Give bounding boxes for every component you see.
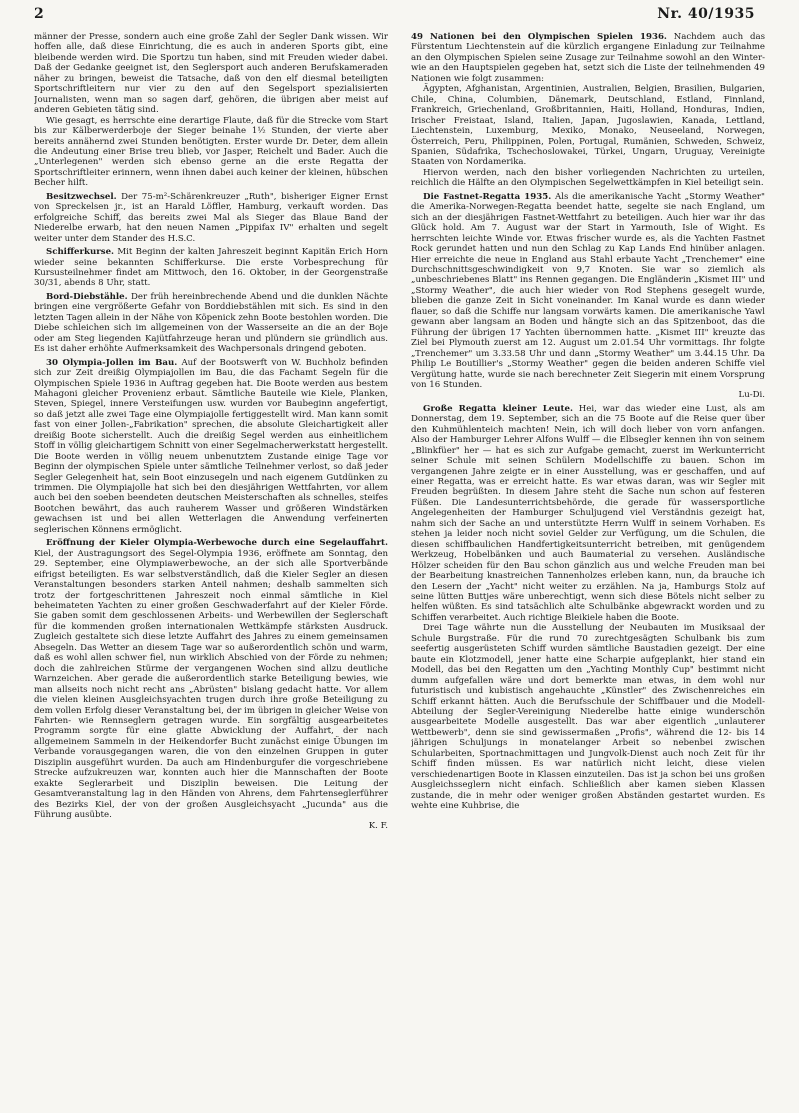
- section-heading: 49 Nationen bei den Olympischen Spielen 1936.: [411, 32, 667, 42]
- paragraph-text: Auf der Bootswerft von W. Buchholz befinden sich zur Zeit dreißig Olympiajollen im Bau, die das Fachamt Segeln für die Olympischen Spiele 1936 in Auftrag gegeben hat. Die Boote werden aus bestem Mahagoni gleicher Provenienz erbaut. Sämtliche Bauteile wie Kiele, Planken, Steven, Spiegel, innere Versteifungen usw. wurden vor Baubeginn angefertigt, so daß jetzt alle zwei Tage eine Olympiajolle fertiggestellt wird. Man kann somit fast von einer Jollen-„Fabrikation" sprechen, die absolute Gleichartigkeit aller dreißig Boote sicherstellt. Auch die dreißig Segel werden aus einheitlichem Stoff in völlig gleichartigem Schnitt von einer Segelmacherwerkstatt hergestellt. Die Boote werden in völlig neuem unbenutztem Zustande einige Tage vor Beginn der olympischen Spiele unter sämtliche Teilnehmer verlost, so daß jeder Segler Gelegenheit hat, sein Boot einzusegeln und nach eigenem Gutdünken zu trimmen. Die Olympiajolle hat sich bei den diesjährigen Wettfahrten, vor allem auch bei den soeben beendeten deutschen Meisterschaften als schnelles, steifes Bootchen bewährt, das auch rauherem Wasser und größeren Windstärken gewachsen ist und bei allen Wetterlagen die Anwendung verfeinerten seglerischen Könnens ermöglicht.: [34, 357, 388, 535]
- left-column: [34, 32, 388, 1100]
- section-heading: Besitzwechsel.: [46, 191, 117, 202]
- section-heading: Bord-Diebstähle.: [46, 291, 128, 302]
- paragraph: [34, 116, 388, 189]
- right-column: [411, 32, 765, 1100]
- section-heading: Schifferkurse.: [46, 247, 115, 258]
- paragraph-text: Kiel, der Austragungsort des Segel-Olympia 1936, eröffnete am Sonntag, den 29. September, eine Olympiawerbewoche, an der sich alle Sportverbände eifrigst beteiligten. Es war selbstverständlich, daß die Kieler Segler an diesen Veranstaltungen besonders starken Anteil nahmen; deshalb sammelten sich trotz der fortgeschrittenen Jahreszeit noch einmal sämtliche in Kiel beheimateten Yachten zu einer großen Geschwaderfahrt auf der Kieler Förde. Sie gaben somit dem geschlossenen Arbeits- und Werbewillen der Seglerschaft für die kommenden großen internationalen Wettkämpfe stärksten Ausdruck. Zugleich gestaltete sich diese letzte Auffahrt des Jahres zu einem gemeinsamen Absegeln. Das Wetter an diesem Tage war so außerordentlich schön und warm, daß es wohl allen schwer fiel, nun wirklich Abschied von der Förde zu nehmen; doch die zahlreichen Stürme der vergangenen Wochen sind allzu deutliche Warnzeichen. Aber gerade die außerordentlich starke Beteiligung bewies, wie man allseits noch nicht recht ans „Abrüsten" bislang gedacht hatte. Vor allem die vielen kleinen Ausgleichsyachten trugen durch ihre große Beteiligung zu dem vollen Erfolg dieser Veranstaltung bei, der im übrigen in gleicher Weise von Fahrten- wie Rennseglern getragen wurde. Ein sorgfältig ausgearbeitetes Programm sorgte für eine glatte Abwicklung der Auffahrt, der nach allgemeinem Sammeln in der Heikendorfer Bucht zunächst einige Übungen im Verbande vorausgegangen waren, die von den einzelnen Gruppen in guter Disziplin ausgeführt wurden. Da auch am Hindenburgufer die vorgeschriebene Strecke aufzukreuzen war, konnten auch hier die Mannschaften der Boote exakte Seglerarbeit und Disziplin beweisen. Die Leitung der Gesamtveranstaltung lag in den Händen von Ahrens, dem Fahrtenseglerführer des Bezirks Kiel, der von der großen Ausgleichsyacht „Jucunda" aus die Führung ausübte.: [34, 548, 388, 821]
- paragraph-text: Als die amerikanische Yacht „Stormy Weather" die Amerika-Norwegen-Regatta beendet hatte, segelte sie nach England, um sich an der diesjährigen Fastnet-Wettfahrt zu beteiligen. Auch hier war ihr das Glück hold. Am 7. August war der Start in Yarmouth, Isle of Wight. Es herrschten leichte Winde vor. Etwas frischer wurde es, als die Yachten Fastnet Rock gerundet hatten und nun den Schlag zu Kap Lands End hinüber anlagen. Hier erreichte die neue in England aus Stahl erbaute Yacht „Trenchemer" eine Durchschnittsgeschwindigkeit von 9,7 Knoten. Sie war so ziemlich als „unbeschriebenes Blatt" ins Rennen gegangen. Die Engländerin „Kismet III" und „Stormy Weather", die auch hier wieder von Rod Stephens gesegelt wurde, blieben die ganze Zeit in Sicht voneinander. Im Kanal wurde es dann wieder flauer, so daß die Schiffe nur langsam vorwärts kamen. Die amerikanische Yawl gewann aber langsam an Boden und hängte sich an das Spitzenboot, das die Führung der übrigen 17 Yachten übernommen hatte. „Kismet III" kreuzte das Ziel bei Plymouth zuerst am 12. August um 2.01.54 Uhr vormittags. Ihr folgte „Trenchemer" um 3.33.58 Uhr und dann „Stormy Weather" um 3.44.15 Uhr. Da Philip Le Boutillier's „Stormy Weather" gegen die beiden anderen Schiffe viel Vergütung hatte, wurde sie nach berechneter Zeit Siegerin mit einem Vorsprung von 16 Stunden.: [411, 191, 765, 390]
- paragraph-text: Ägypten, Afghanistan, Argentinien, Australien, Belgien, Brasilien, Bulgarien, Chile, China, Columbien, Dänemark, Deutschland, Estland, Finnland, Frankreich, Griechenland, Großbritannien, Haiti, Holland, Honduras, Indien, Irischer Freistaat, Island, Italien, Japan, Jugoslawien, Kanada, Lettland, Liechtenstein, Luxemburg, Mexiko, Monako, Neuseeland, Norwegen, Österreich, Peru, Philippinen, Polen, Portugal, Rumänien, Schweden, Schweiz, Spanien, Südafrika, Tschechoslowakei, Türkei, Ungarn, Uruguay, Vereinigte Staaten von Nordamerika.: [411, 84, 765, 168]
- issue-number: Nr. 40/1935: [657, 6, 755, 22]
- paragraph: [411, 192, 765, 401]
- paragraph: [34, 292, 388, 355]
- paragraph: [34, 538, 388, 831]
- author-initials: K. F.: [368, 820, 388, 831]
- paragraph-text: Hei, war das wieder eine Lust, als am Donnerstag, dem 19. September, sich an die 75 Boote auf die Reise quer über den Kuhmühlenteich machten! Nein, ich will doch lieber von vorn anfangen. Also der Hamburger Lehrer Alfons Wulff — die Elbsegler kennen ihn von seinem „Blinkfüer" her — hat es sich zur Aufgabe gemacht, zuerst im Werkunterricht seiner Schule mit seinen Schülern Modellschiffe zu bauen. Schon im vergangenen Jahre zeigte er in einer Ausstellung, was er geschaffen, und auf einer Regatta, was er erreicht hatte. Es war etwas daran, was wir Segler mit Freuden begrüßten. In diesem Jahre steht die Sache nun schon auf festeren Füßen. Die Landesunterrichtsbehörde, die gerade für wassersportliche Angelegenheiten der Hamburger Schuljugend viel Verständnis gezeigt hat, nahm sich der Sache an und unterstützte Herrn Wulff in seinem Vorhaben. Es stehen ja leider noch nicht soviel Gelder zur Verfügung, um die Schulen, die diesen schiffbaulichen Handfertigkeitsunterricht betreiben, mit genügendem Werkzeug, Hobelbänken und auch Baumaterial zu versehen. Ausländische Hölzer scheiden für den Bau schon gänzlich aus und welche Freuden man bei der Bearbeitung knastreichen Tannenholzes erleben kann, nun, da brauche ich den Lesern der „Yacht" nicht weiter zu erzählen. Na ja, Hamburgs Stolz auf seine lütten Buttjes wäre unberechtigt, wenn sich diese Bötels nicht selber zu helfen wüßten. Es sind tatsächlich alte Schulbänke abgewrackt worden und zu Schiffen verarbeitet. Auch richtige Bleikiele haben die Boote.: [411, 403, 765, 623]
- paragraph: [34, 192, 388, 244]
- author-initials: Lu-Di.: [738, 390, 765, 401]
- paragraph-text: Drei Tage währte nun die Ausstellung der Neubauten im Musiksaal der Schule Burgstraße. Für die rund 70 zurechtgesägten Schulbank bis zum seefertig ausgerüsteten Schiff wurden sämtliche Baustadien gezeigt. Der eine baute ein Klotzmodell, jener hatte eine Scharpie aufgeplankt, hier stand ein Modell, das bei den Regatten um den „Yachting Monthly Cup" bestimmt nicht dumm aufgefallen wäre und dort bemerkte man etwas, in dem wohl nur futuristisch und kubistisch angehauchte „Künstler" des Zwischenreiches ein Schiff erkannt hätten. Auch die Berufsschule der Schiffbauer und die Modell-Abteilung der Segler-Vereinigung Niederelbe hatte einige wunderschön ausgearbeitete Modelle ausgestellt. Das war aber eigentlich „unlauterer Wettbewerb", denn sie sind gewissermaßen „Profis", während die 12- bis 14 jährigen Schuljungs in monatelanger Arbeit so nebenbei zwischen Schularbeiten, Sportnachmittagen und Jungvolk-Dienst auch noch Zeit für ihr Schiff finden müssen. Es war natürlich nicht leicht, diese vielen verschiedenartigen Boote in Klassen einzuteilen. Das ist ja schon bei uns großen Ausgleichsseglern nicht einfach. Schließlich aber kamen sieben Klassen zustande, die in mehr oder weniger großen Abständen gestartet wurden. Es wehte eine Kuhbrise, die: [411, 623, 765, 812]
- paragraph: [411, 168, 765, 189]
- paragraph-text: Nachdem auch das Fürstentum Liechtenstein auf die kürzlich ergangene Einladung zur Teilnahme an den Olympischen Spielen seine Zusage zur Teilnahme sowohl an den Winter- wie an den Hauptspielen gegeben hat, setzt sich die Liste der teilnehmenden 49 Nationen wie folgt zusammen:: [411, 32, 765, 84]
- paragraph-text: männer der Presse, sondern auch eine große Zahl der Segler Dank wissen. Wir hoffen alle, daß diese Einrichtung, die es auch in anderen Sports gibt, eine bleibende werden wird. Die Sportzu tun haben, sind mit Freuden wieder dabei. Daß der Gedanke geeignet ist, den Seglersport auch anderen Berufskameraden näher zu bringen, beweist die Tatsache, daß von den elf diesmal beteiligten Sportschriftleitern nur vier zu den auf den Segelsport spezialisierten Journalisten, wenn man so sagen darf, gehören, die übrigen aber meist auf anderen Gebieten tätig sind.: [34, 32, 388, 116]
- page-number: 2: [34, 6, 44, 22]
- section-heading: Die Fastnet-Regatta 1935.: [423, 191, 552, 202]
- section-heading: 30 Olympia-Jollen im Bau.: [46, 357, 178, 368]
- paragraph: [34, 247, 388, 289]
- paragraph: [411, 32, 765, 84]
- paragraph-text: Der früh hereinbrechende Abend und die dunklen Nächte bringen eine vergrößerte Gefahr von Borddiebstählen mit sich. Es sind in den letzten Tagen allein in der Nähe von Köpenick zehn Boote bestohlen worden. Die Diebe schleichen sich im allgemeinen von der Wasserseite an die an der Boje oder am Steg liegenden Kajütfahrzeuge heran und plündern sie gründlich aus. Es ist daher erhöhte Aufmerksamkeit des Wachpersonals dringend geboten.: [34, 291, 388, 355]
- paragraph-text: Wie gesagt, es herrschte eine derartige Flaute, daß für die Strecke vom Start bis zur Kälberwerderboje der Sieger beinahe 1½ Stunden, der vierte aber bereits annähernd zwei Stunden benötigten. Erster wurde Dr. Deter, dem allein die Andeutung einer Brise treu blieb, vor Jasper, Reichelt und Bader. Auch die „Unterlegenen" werden sich ebenso gerne an die erste Regatta der Sportschriftleiter erinnern, wenn ihnen dabei auch keiner der kleinen, hübschen Becher hilft.: [34, 115, 388, 189]
- paragraph-text: Mit Beginn der kalten Jahreszeit beginnt Kapitän Erich Horn wieder seine bekannten Schifferkurse. Die erste Vorbesprechung für Kursusteilnehmer findet am Mittwoch, den 16. Oktober, in der Georgenstraße 30/31, abends 8 Uhr, statt.: [34, 247, 388, 289]
- paragraph-text: Hiervon werden, nach den bisher vorliegenden Nachrichten zu urteilen, reichlich die Hälfte an den Olympischen Segelwettkämpfen in Kiel beteiligt sein.: [411, 167, 765, 189]
- paragraph: [411, 404, 765, 624]
- paragraph-text: Der 75-m²-Schärenkreuzer „Ruth", bisheriger Eigner Ernst von Spreckelsen jr., ist an Harald Löffler, Hamburg, verkauft worden. Das erfolgreiche Schiff, das bereits zwei Mal als Sieger das Blaue Band der Niederelbe erwarb, hat den neuen Namen „Pippifax IV" erhalten und segelt weiter unter dem Stander des H.S.C.: [34, 191, 388, 244]
- section-heading: Eröffnung der Kieler Olympia-Werbewoche durch eine Segelauffahrt.: [46, 538, 388, 549]
- paragraph: [411, 623, 765, 811]
- paragraph: [34, 358, 388, 536]
- section-heading: Große Regatta kleiner Leute.: [423, 403, 573, 414]
- paragraph: [411, 84, 765, 168]
- paragraph: [34, 32, 388, 116]
